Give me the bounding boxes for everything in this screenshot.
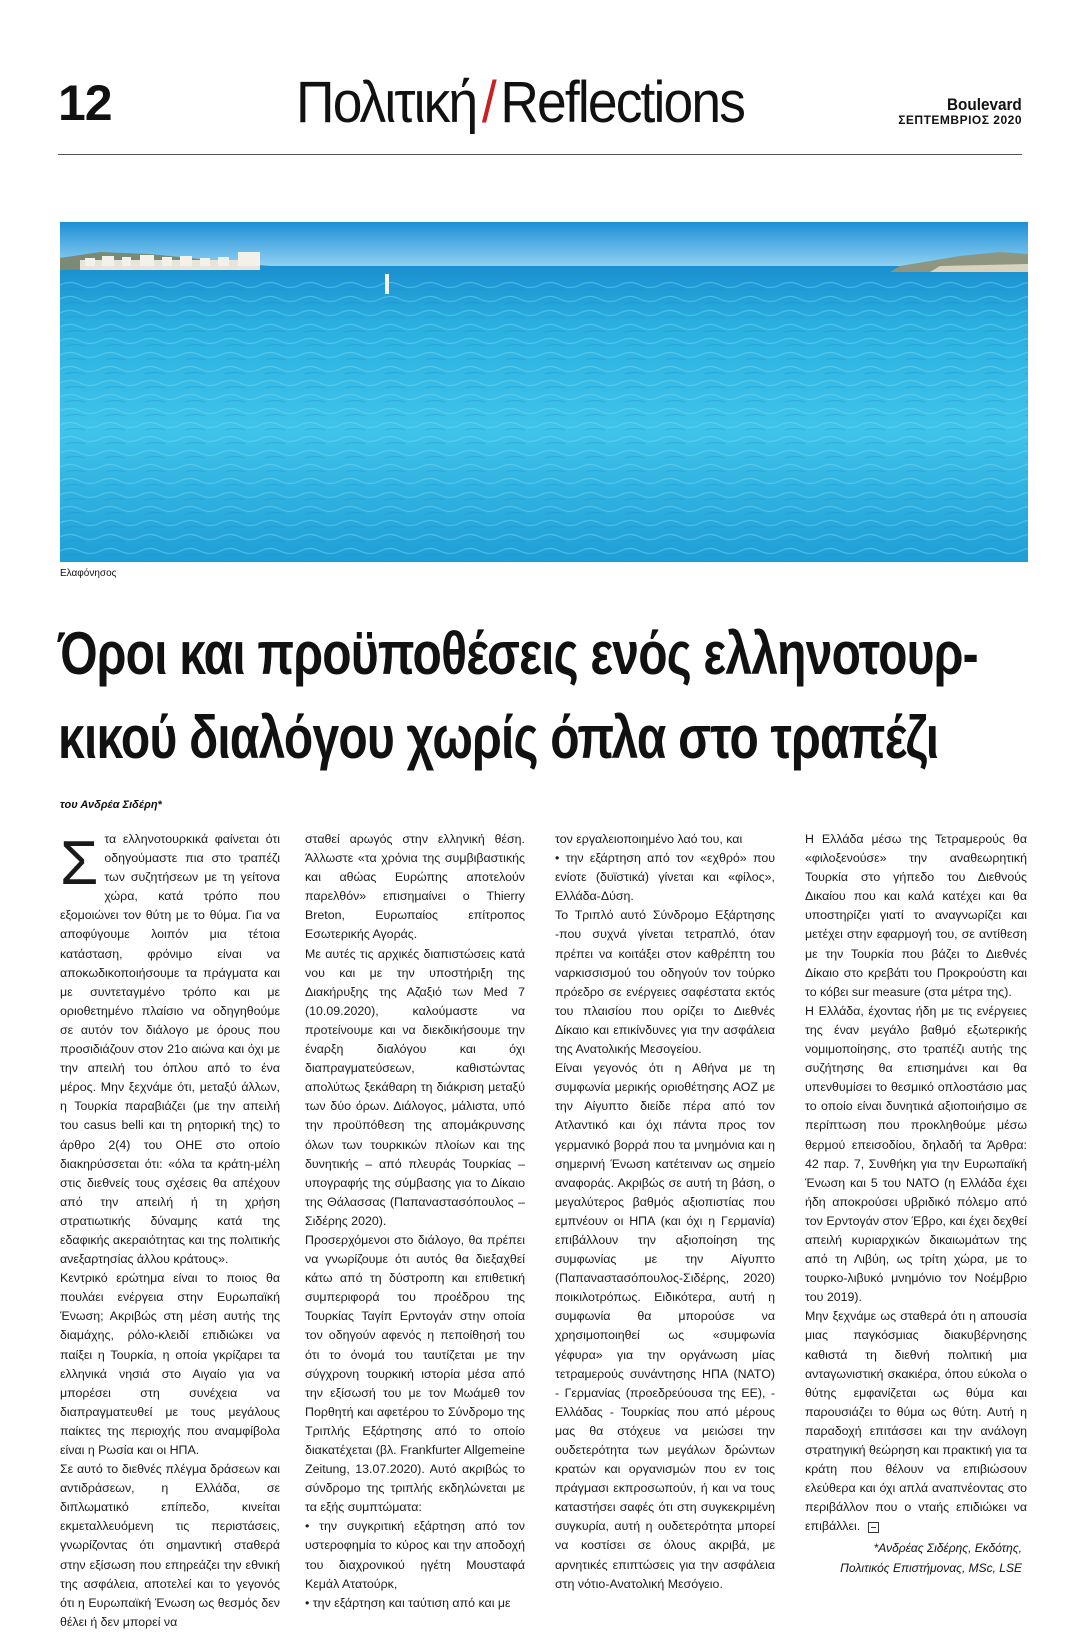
article-column-2: [305, 830, 525, 1613]
article-column-1: [60, 830, 280, 1632]
paragraph: Προσερχόμενοι στο διάλογο, θα πρέπει να γνωρίζουμε ότι αυτός θα διεξαχθεί κάτω από τη δύστροπη και επιθετική συμπεριφορά του προέδρου της Τουρκίας Ταγίπ Ερντογάν στην οποία τον οδηγούν αφενός η πεποίθησή του ότι το όνομά του ταυτίζεται με την σύγχρονη τουρκική ιστορία μέσα από την εξίσωσή του με τον Μωάμεθ τον Πορθητή και αφετέρου το Σύνδρομο της Τριπλής Εξάρτησης από το οποίο διακατέχεται (βλ. Frankfurter Allgemeine Zeitung, 13.07.2020). Αυτό ακριβώς το σύνδρομο της τριπλής εκδηλώνεται με τα εξής συμπτώματα:: [305, 1232, 525, 1515]
byline: του Ανδρέα Σιδέρη*: [60, 799, 162, 811]
sea-photo: [60, 222, 1028, 562]
page-number: 12: [58, 75, 112, 131]
signature-line-2: Πολιτικός Επιστήμονας, MSc, LSE: [840, 1561, 1022, 1575]
section-slash: /: [481, 70, 495, 135]
article-headline: [58, 612, 1058, 780]
paragraph: Η Ελλάδα μέσω της Τετραμερούς θα «φιλοξενούσε» την αναθεωρητική Τουρκία στο γήπεδο του Διεθνούς Δικαίου που και καλά κατέχει και θα υποστηρίζει γιατί το αναγνωρίζει και μετέχει στην εφαρμογή του, σε αντίθεση με την Τουρκία που βάζει το Διεθνές Δίκαιο στο κρεβάτι του Προκρούστη και το κόβει sur measure (στα μέτρα της).: [805, 832, 1027, 999]
photo-caption: Ελαφόνησος: [60, 568, 117, 579]
headline-line-1: Όροι και προϋποθέσεις ενός ελληνοτουρ-: [58, 620, 978, 687]
bullet-item: • την εξάρτηση και ταύτιση από και με: [305, 1595, 511, 1610]
article-column-4: [805, 830, 1027, 1536]
paragraph: Με αυτές τις αρχικές διαπιστώσεις κατά νου και με την υποστήριξη της Διακήρυξης της Αζαξιό των Med 7 (10.09.2020), καλούμαστε να προτείνουμε και να διεκδικήσουμε την έναρξη διαλόγου και όχι διαπραγματεύσεων, καθιστώντας απολύτως ξεκάθαρη τη διάκριση μεταξύ των δύο όρων. Διάλογος, μάλιστα, υπό την προϋπόθεση της απομάκρυνσης όλων των τουρκικών πλοίων και της δυνητικής – από πλευράς Τουρκίας – υπογραφής της σύμβασης για το Δίκαιο της Θάλασσας (Παπαναστασόπουλος – Σιδέρης 2020).: [305, 946, 525, 1228]
paragraph: Κεντρικό ερώτημα είναι το ποιος θα πουλάει ενέργεια στην Ευρωπαϊκή Ένωση; Ακριβώς στη μέση αυτής της διαμάχης, ρόλο-κλειδί επιδιώκει να παίξει η Τουρκία, η οποία γκρίζαρει τα ελληνικά νησιά στο Αιγαίο για να μπορέσει στη συνέχεια να διαπραγματευθεί με τους μεγάλους παίκτες της περιοχής που αναμφίβολα είναι η Ρωσία και οι ΗΠΑ.: [60, 1271, 280, 1457]
section-title-greek: Πολιτική: [296, 70, 477, 135]
paragraph: τον εργαλειοποιημένο λαό του, και: [555, 832, 743, 846]
section-title: [296, 70, 745, 135]
paragraph-text: Μην ξεχνάμε ως σταθερά ότι η απουσία μιας παγκόσμιας διακυβέρνησης καθιστά τη διεθνή πολιτική μια ανταγωνιστική σκακιέρα, όπου εύκολα ο θύτης εμφανίζεται ως θύμα και παρουσιάζει το θύμα ως θύτη. Αυτή η παραδοχή επιτάσσει και την ανάλογη στρατηγική θεώρηση και πρακτική για τα κράτη που θέλουν να επιβιώσουν ελεύθερα και όχι απλά αναπνέοντας στο περιβάλλον που ο νταής επιδιώκει να επιβάλλει.: [805, 1309, 1027, 1534]
headline-line-2: κικού διαλόγου χωρίς όπλα στο τραπέζι: [58, 704, 939, 771]
paragraph: [805, 1307, 1027, 1536]
bullet-item: • την συγκριτική εξάρτηση από τον υστεροφημία το κύρος και την αποδοχή του διαχρονικού ηγέτη Μουσταφά Κεμάλ Ατατούρκ,: [305, 1519, 525, 1591]
paragraph: Σε αυτό το διεθνές πλέγμα δράσεων και αντιδράσεων, η Ελλάδα, σε διπλωματικό επίπεδο, κινείται εκμεταλλευόμενη τις περιστάσεις, γνωρίζοντας ότι σημαντική σταθερά στην εξίσωση που επηρεάζει την εθνική της ασφάλεια, αποτελεί και το γεγονός ότι η Ευρωπαϊκή Ένωση ως θεσμός δεν θέλει ή δεν μπορεί να: [60, 1462, 280, 1629]
paragraph: Είναι γεγονός ότι η Αθήνα με τη συμφωνία μερικής οριοθέτησης ΑΟΖ με την Αίγυπτο διείδε πέρα από τον Ατλαντικό και όχι πάντα προς τον γερμανικό βορρά που τα μνημόνια και η σημερινή Ένωση κατέτειναν ως σημείο αναφοράς. Ακριβώς σε αυτή τη βάση, ο μεγαλύτερος βαθμός αξιοπιστίας που εμπνέουν οι ΗΠΑ (και όχι η Γερμανία) επιβάλλουν την αξιοποίηση της συμφωνίας με την Αίγυπτο (Παπαναστασόπουλος-Σιδέρης, 2020) ποικιλοτρόπως. Ειδικότερα, αυτή η συμφωνία θα μπορούσε να χρησιμοποιηθεί ως «συμφωνία γέφυρα» για την οργάνωση μίας τετραμερούς συνάντησης ΗΠΑ (ΝΑΤΟ) - Γερμανίας (προεδρεύουσα της ΕΕ), - Ελλάδας - Τουρκίας που από μέρους μας θα στόχευε να μειώσει την ουδετερότητα των μεγάλων δρώντων κρατών και οργανισμών που εν τοις πράγμασι εκπροσωπούν, ή και να τους καταστήσει σαφές ότι στη συγκεκριμένη συγκυρία, αυτή η ουδετερότητα μπορεί να κοστίσει σε όλους ακριβά, με αρνητικές επιπτώσεις για την ασφάλεια στη νότιο-Ανατολική Μεσόγειο.: [555, 1061, 775, 1591]
signature-line-1: *Ανδρέας Σιδέρης, Εκδότης,: [873, 1541, 1022, 1555]
paragraph: τα ελληνοτουρκικά φαίνεται ότι οδηγούμαστε πια στο τραπέζι των συζητήσεων με τη γείτονα χώρα, κατά τρόπο που εξομοιώνει τον θύτη με το θύμα. Για να αποφύγουμε λοιπόν μια τέτοια κατάσταση, φρόνιμο είναι να αποκωδικοποιήσουμε τα πράγματα και με συντεταγμένο τρόπο και με οριοθετημένο πλαίσιο να οδηγηθούμε σε αυτόν τον διάλογο με όρους που προσιδιάζουν στον 21ο αιώνα και όχι με την απειλή του όπλου από το ένα μέρος. Μην ξεχνάμε ότι, μεταξύ άλλων, η Τουρκία παραβιάζει (με την απειλή του casus belli και τη ρητορική της) το άρθρο 2(4) του ΟΗΕ στο οποίο διακηρύσσεται ότι: «όλα τα κράτη-μέλη στις διεθνείς τους σχέσεις θα απέχουν από την απειλή ή τη χρήση στρατιωτικής δύναμης κατά της εδαφικής ακεραιότητας και της πολιτικής ανεξαρτησίας άλλου κράτους».: [60, 832, 280, 1267]
paragraph: Το Τριπλό αυτό Σύνδρομο Εξάρτησης -που συχνά γίνεται τετραπλό, όταν πρέπει να κοιτάξει στον καθρέπτη του ναρκισσισμού του οδηγούν τον τούρκο πρόεδρο σε ενέργειες σαφέστατα εκτός του πλαισίου που ορίζει το Διεθνές Δίκαιο και επικίνδυνες για την ασφάλεια της Ανατολικής Μεσογείου.: [555, 908, 775, 1057]
paragraph: Η Ελλάδα, έχοντας ήδη με τις ενέργειες της έναν μεγάλο βαθμό εξωτερικής νομιμοποίησης, στο τραπέζι αυτής της συζήτησης θα επισημάνει και θα υπενθυμίσει το θεσμικό οπλοστάσιο μας το οποίο είναι δυνητικά αξιοποιήσιμο σε περίπτωση που προκληθούμε μέσω θερμού επεισοδίου, δηλαδή τα Άρθρα: 42 παρ. 7, Συνθήκη για την Ευρωπαϊκή Ένωση και 5 του ΝΑΤΟ (η Ελλάδα έχει ήδη αποκρούσει υβριδικό πόλεμο από τον Ερντογάν στον Έβρο, και έχει δεχθεί απειλή κυριαρχικών δικαιωμάτων της από τη Λιβύη, ως τρίτη χώρα, με το τουρκο-λιβυκό μνημόνιο τον Νοέμβριο του 2019).: [805, 1003, 1027, 1305]
masthead: [898, 96, 1022, 126]
drop-cap: Σ: [60, 829, 99, 898]
issue-date: ΣΕΠΤΕΜΒΡΙΟΣ 2020: [898, 112, 1022, 127]
bullet-item: • την εξάρτηση από τον «εχθρό» που ενίοτε (δυϊστικά) γίνεται και «φίλος», Ελλάδα-Δύση.: [555, 851, 775, 904]
header-divider: [58, 154, 1022, 155]
brand-name: Boulevard: [947, 95, 1022, 114]
paragraph: σταθεί αρωγός στην ελληνική θέση. Άλλωστε «τα χρόνια της συμβιβαστικής και αθώας Ευρώπης αποτελούν παρελθόν» επισημαίνει ο Thierry Breton, Ευρωπαίος επίτροπος Εσωτερικής Αγοράς.: [305, 832, 525, 942]
author-signature: [840, 1538, 1022, 1578]
end-of-article-icon: [868, 1522, 879, 1533]
article-column-3: [555, 830, 775, 1594]
section-title-english: Reflections: [500, 70, 745, 135]
